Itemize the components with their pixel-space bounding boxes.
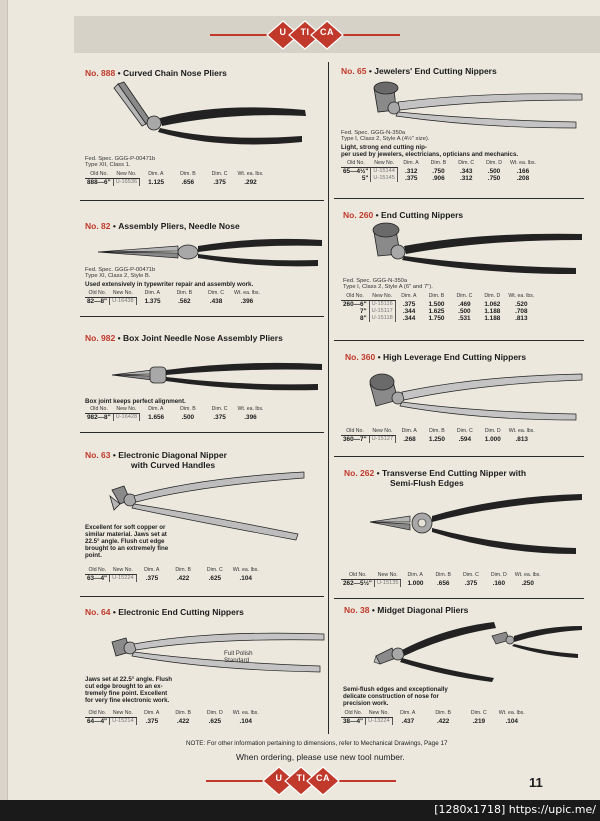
page-number: 11 — [529, 775, 543, 790]
section-divider — [80, 200, 324, 201]
product-description: Semi-flush edges and exceptionally delicate construction of nose for precision work. — [343, 686, 448, 707]
fed-spec: Fed. Spec. GGG-P-00471b Type XII, Class 1. — [85, 156, 156, 169]
section-divider — [80, 596, 324, 597]
product-description: Excellent for soft copper or similar material. Jaws set at 22.5° angle. Flush cut edge brought to an extremely fine point. — [85, 524, 169, 559]
dimensions-table: Old No. New No. Dim. A Dim. B Dim. C Wt. ea. lbs. 982—8" U-16428 1.656 .500 .375 .396 — [87, 406, 264, 421]
brand-logo-bottom — [206, 766, 396, 796]
product-name-line2: Semi-Flush Edges — [390, 478, 464, 488]
product-description: Box joint keeps perfect alignment. — [85, 398, 186, 405]
product-title: No. 982 • Box Joint Needle Nose Assembly Pliers — [85, 333, 283, 343]
product-description: Light, strong end cutting nip- per used by jewelers, electricians, opticians and mechanics. — [341, 144, 519, 158]
table-row: 63—4" U-15224 .375 .422 .625 .104 — [87, 574, 252, 582]
product-number: No. 982 — [85, 333, 116, 343]
product-number: No. 888 — [85, 68, 116, 78]
viewer-footer — [0, 800, 600, 821]
finish-label: Full Polish Standard — [224, 650, 253, 664]
dimensions-table: Old No. New No. Dim. A Dim. B Dim. C Wt. ea. lbs. 888—6" U-16536 1.125 .656 .375 .292 — [87, 171, 264, 186]
product-description: Jaws set at 22.5° angle. Flush cut edge brought to an ex- tremely fine point. Excellent for very fine electronic work. — [85, 676, 173, 704]
table-row: 5" U-15145 .375 .906 .312 .750 .208 — [341, 175, 538, 182]
dimensions-table: Old No. New No. Dim. A Dim. B Dim. C Dim. D Wt. ea. lbs. 260—6" U-15116 .375 1.500 .469 1.062 .520 7" U-15117 .344 1.625 .500 1.188 .708 8" U-15118 .344 1.750 .531 1.188 .813 — [343, 293, 535, 322]
product-name: Electronic End Cutting Nippers — [118, 607, 244, 617]
product-title: No. 38 • Midget Diagonal Pliers — [344, 605, 469, 615]
dimensions-table: Old No. New No. Dim. A Dim. B Dim. C Dim. D Wt. ea. lbs. 65—4½" U-15144 .312 .750 .343 .500 .166 5" U-15145 .375 .906 .312 .750 .208 — [343, 160, 536, 182]
section-divider — [80, 316, 324, 317]
product-title: No. 888 • Curved Chain Nose Pliers — [85, 68, 227, 78]
table-row: 8" U-15118 .344 1.750 .531 1.188 .813 — [341, 315, 536, 322]
logo-letter: CA — [316, 773, 330, 783]
fed-spec: Fed. Spec. GGG-N-350a Type I, Class 2, Style A (6" and 7"). — [343, 278, 433, 291]
transverse-end-cutting-nipper-illustration — [370, 492, 584, 554]
product-name: Box Joint Needle Nose Assembly Pliers — [122, 333, 283, 343]
box-joint-needle-nose-pliers-illustration — [112, 360, 324, 390]
product-title: No. 65 • Jewelers' End Cutting Nippers — [341, 66, 497, 76]
section-divider — [334, 340, 584, 341]
product-name: Transverse End Cutting Nipper with — [381, 468, 527, 478]
table-row: 82—8" U-16438 1.375 .562 .438 .396 — [87, 297, 254, 305]
table-row: 260—6" U-15116 .375 1.500 .469 1.062 .520 — [343, 300, 528, 308]
table-row: 64—4" U-15214 .375 .422 .625 .104 — [87, 717, 252, 725]
product-name: End Cutting Nippers — [380, 210, 464, 220]
table-row: 38—4" U-13224 .437 .422 .219 .104 — [343, 717, 518, 725]
product-number: No. 82 — [85, 221, 111, 231]
product-number: No. 262 — [344, 468, 375, 478]
section-divider — [334, 198, 584, 199]
section-divider — [80, 432, 324, 433]
dimensions-table: Old No. New No. Dim. A Dim. B Dim. C Dim. D Wt. ea. lbs. 262—5½" U-15135 1.000 .656 .375 .160 .250 — [343, 572, 541, 587]
dimensions-table: Old No. New No. Dim. A Dim. B Dim. D Wt. ea. lbs. 64—4" U-15214 .375 .422 .625 .104 — [87, 710, 259, 725]
needle-nose-assembly-pliers-illustration — [98, 234, 324, 268]
section-divider — [334, 456, 584, 457]
product-description: Used extensively in typewriter repair and assembly work. — [85, 281, 254, 288]
product-name-line2: with Curved Handles — [131, 460, 216, 470]
product-name: Curved Chain Nose Pliers — [122, 68, 227, 78]
table-row: 888—6" U-16536 1.125 .656 .375 .292 — [87, 178, 257, 186]
product-title: No. 63 • Electronic Diagonal Nipper with Curved Handles — [85, 450, 227, 470]
product-number: No. 38 — [344, 605, 370, 615]
table-row: 65—4½" U-15144 .312 .750 .343 .500 .166 — [343, 167, 530, 175]
product-title: No. 260 • End Cutting Nippers — [343, 210, 464, 220]
dimensions-table: Old No. New No. Dim. A Dim. B Dim. C Dim. D Wt. ea. lbs. 360—7" U-15127 .268 1.250 .594 1.000 .813 — [343, 428, 535, 443]
column-divider — [328, 62, 329, 734]
product-name: Jewelers' End Cutting Nippers — [374, 66, 497, 76]
product-name: Assembly Pliers, Needle Nose — [118, 221, 240, 231]
table-row: 360—7" U-15127 .268 1.250 .594 1.000 .813 — [343, 435, 528, 443]
logo-letter: U — [279, 27, 287, 37]
dimension-footnote: NOTE: For other information pertaining to dimensions, refer to Mechanical Drawings, Page 17 — [186, 740, 448, 747]
product-number: No. 63 — [85, 450, 111, 460]
product-name: High Leverage End Cutting Nippers — [382, 352, 527, 362]
dimensions-table: Old No. New No. Dim. A Dim. B Dim. C Wt. ea. lbs. 63—4" U-15224 .375 .422 .625 .104 — [87, 567, 259, 582]
high-leverage-end-cutting-nippers-illustration — [368, 370, 584, 420]
jewelers-end-cutting-nippers-illustration — [370, 80, 584, 128]
table-row: 7" U-15117 .344 1.625 .500 1.188 .708 — [341, 308, 536, 315]
electronic-end-cutting-nippers-illustration — [110, 624, 326, 672]
dimensions-table: Old No. New No. Dim. A Dim. B Dim. C Wt. ea. lbs. 38—4" U-13224 .437 .422 .219 .104 — [343, 710, 525, 725]
product-name: Electronic Diagonal Nipper — [118, 450, 227, 460]
product-number: No. 65 — [341, 66, 367, 76]
brand-logo-top — [210, 20, 400, 50]
resolution-badge[interactable]: [1280x1718] https://upic.me/ — [434, 803, 596, 816]
fed-spec: Fed. Spec. GGG-N-350a Type I, Class 2, Style A (4½" size). — [341, 130, 430, 143]
dimensions-table: Old No. New No. Dim. A Dim. B Dim. C Wt. ea. lbs. 82—8" U-16438 1.375 .562 .438 .396 — [87, 290, 260, 305]
product-name: Midget Diagonal Pliers — [377, 605, 469, 615]
page-left-edge — [0, 0, 8, 800]
logo-letter: TI — [300, 27, 310, 37]
logo-letter: U — [275, 773, 283, 783]
section-divider — [334, 598, 584, 599]
table-row: 982—8" U-16428 1.656 .500 .375 .396 — [87, 413, 257, 421]
logo-letter: TI — [296, 773, 306, 783]
product-number: No. 64 — [85, 607, 111, 617]
product-number: No. 360 — [345, 352, 376, 362]
end-cutting-nippers-illustration — [372, 222, 584, 274]
product-title: No. 360 • High Leverage End Cutting Nippers — [345, 352, 527, 362]
curved-chain-nose-pliers-illustration — [110, 80, 310, 150]
product-title: No. 64 • Electronic End Cutting Nippers — [85, 607, 244, 617]
product-title: No. 262 • Transverse End Cutting Nipper with Semi-Flush Edges — [344, 468, 527, 488]
product-title: No. 82 • Assembly Pliers, Needle Nose — [85, 221, 240, 231]
table-row: 262—5½" U-15135 1.000 .656 .375 .160 .250 — [343, 579, 534, 587]
ordering-note: When ordering, please use new tool number. — [236, 752, 405, 762]
product-number: No. 260 — [343, 210, 374, 220]
midget-diagonal-pliers-illustration — [374, 618, 584, 682]
fed-spec: Fed. Spec. GGG-P-00471b Type XI, Class 2, Style B. — [85, 267, 156, 280]
logo-letter: CA — [320, 27, 334, 37]
